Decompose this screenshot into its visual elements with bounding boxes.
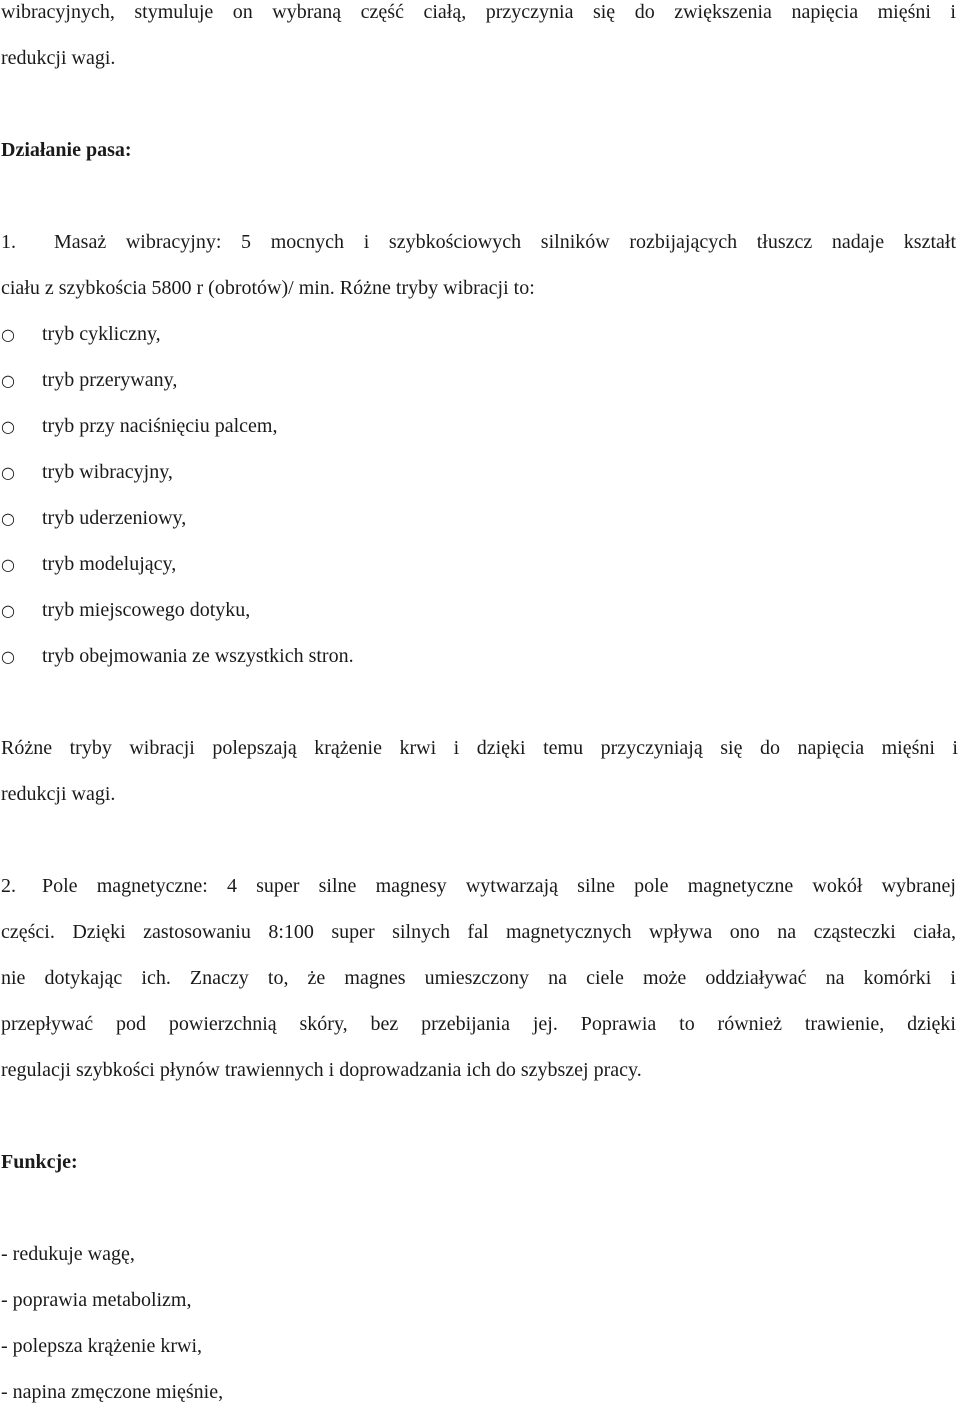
section-heading-dzialanie: Działanie pasa: [1, 139, 132, 161]
point-2-number: 2. [1, 875, 16, 897]
point-1-text-1: Masaż wibracyjny: 5 mocnych i szybkościowych silników rozbijających tłuszcz nadaje kształt [54, 231, 956, 253]
summary-line-1: Różne tryby wibracji polepszają krążenie krwi i dzięki temu przyczyniają się do napięcia mięśni i [1, 737, 958, 759]
list-item [1, 506, 186, 531]
mode-label: tryb przy naciśnięciu palcem, [42, 415, 278, 437]
summary-line-2: redukcji wagi. [1, 783, 116, 805]
bullet-circle-icon: ○ [1, 647, 15, 666]
intro-line-2: redukcji wagi. [1, 47, 116, 69]
list-item: - poprawia metabolizm, [1, 1289, 192, 1311]
mode-label: tryb wibracyjny, [42, 461, 173, 483]
list-item [1, 322, 161, 347]
list-item: - redukuje wagę, [1, 1243, 135, 1265]
list-item [1, 368, 177, 393]
intro-line-1: wibracyjnych, stymuluje on wybraną część ciałą, przyczynia się do zwiększenia napięcia mięśni i [1, 1, 956, 23]
bullet-circle-icon: ○ [1, 417, 15, 436]
point-2-line-1 [1, 874, 956, 898]
mode-label: tryb cykliczny, [42, 323, 161, 345]
mode-label: tryb uderzeniowy, [42, 507, 187, 529]
point-2-line-4: przepływać pod powierzchnią skóry, bez przebijania jej. Poprawia to również trawienie, dzięki [1, 1013, 956, 1035]
mode-label: tryb miejscowego dotyku, [42, 599, 251, 621]
point-2-line-5: regulacji szybkości płynów trawiennych i doprowadzania ich do szybszej pracy. [1, 1059, 642, 1081]
point-2-line-3: nie dotykając ich. Znaczy to, że magnes umieszczony na ciele może oddziaływać na komórki i [1, 967, 956, 989]
list-item: - napina zmęczone mięśnie, [1, 1381, 224, 1403]
point-2-line-2: części. Dzięki zastosowaniu 8:100 super silnych fal magnetycznych wpływa ono na cząsteczki ciała, [1, 921, 956, 943]
mode-label: tryb przerywany, [42, 369, 178, 391]
list-item [1, 598, 250, 623]
bullet-circle-icon: ○ [1, 509, 15, 528]
mode-label: tryb obejmowania ze wszystkich stron. [42, 645, 354, 667]
mode-label: tryb modelujący, [42, 553, 177, 575]
point-1-number: 1. [1, 231, 16, 253]
list-item [1, 460, 173, 485]
bullet-circle-icon: ○ [1, 463, 15, 482]
list-item [1, 552, 176, 577]
list-item [1, 644, 354, 669]
section-heading-funkcje: Funkcje: [1, 1151, 78, 1173]
bullet-circle-icon: ○ [1, 371, 15, 390]
list-item [1, 414, 277, 439]
point-1-line-2: ciału z szybkościa 5800 r (obrotów)/ min. Różne tryby wibracji to: [1, 277, 535, 299]
bullet-circle-icon: ○ [1, 601, 15, 620]
point-2-text-1: Pole magnetyczne: 4 super silne magnesy wytwarzają silne pole magnetyczne wokół wybranej [42, 875, 956, 897]
point-1-line-1 [1, 230, 956, 254]
bullet-circle-icon: ○ [1, 325, 15, 344]
bullet-circle-icon: ○ [1, 555, 15, 574]
list-item: - polepsza krążenie krwi, [1, 1335, 203, 1357]
